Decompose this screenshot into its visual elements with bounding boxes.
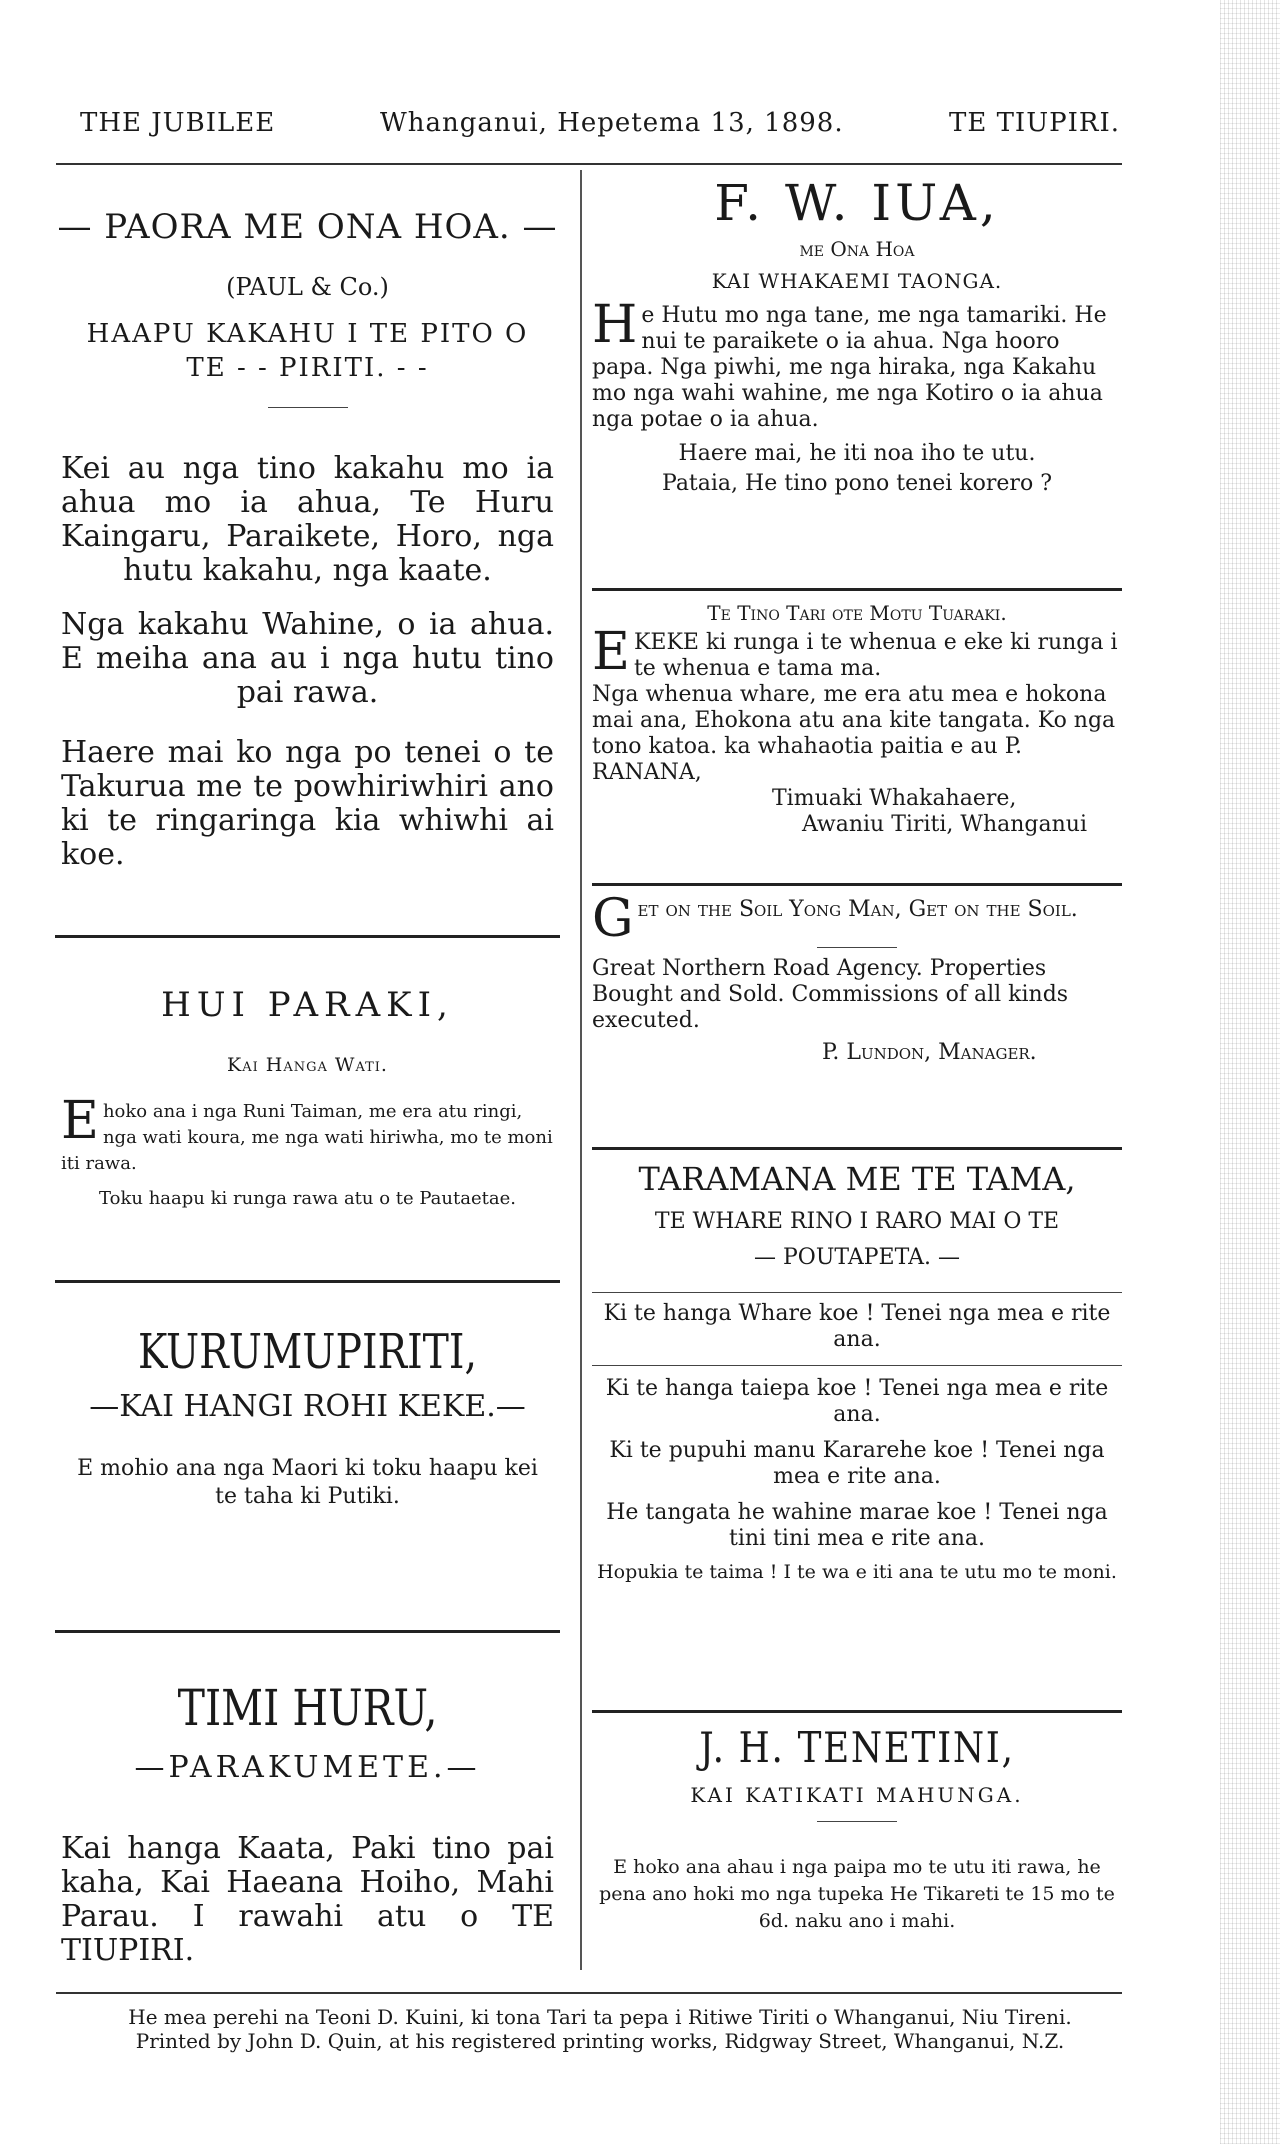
ad-timi-title: TIMI HURU,: [177, 1679, 438, 1737]
ad-tari-text-1: KEKE ki runga i te whenua e eke ki runga i te whenua e tama ma.: [633, 630, 1118, 681]
ad-tara-sub: TE WHARE RINO I RARO MAI O TE — POUTAPETA. —: [654, 1209, 1060, 1270]
ad-hui-text-2: Toku haapu ki runga rawa atu o te Pautaetae.: [99, 1188, 516, 1209]
ad-paora-text-1: Kei au nga tino kakahu mo ia ahua mo ia ahua, Te Huru Kaingaru, Paraikete, Horo, nga hutu kakahu, nga kaate.: [61, 451, 554, 588]
left-separator-3: [55, 1630, 560, 1633]
ad-soil-text-2: Great Northern Road Agency. Properties Bought and Sold. Commissions of all kinds executed.: [592, 956, 1069, 1033]
ad-tara-text-2: Ki te hanga taiepa koe ! Tenei nga mea e rite ana.: [605, 1376, 1109, 1427]
ad-iua-title: F. W. IUA,: [714, 174, 1000, 232]
ad-tari-heading: Te Tino Tari ote Motu Tuaraki.: [707, 601, 1007, 625]
ad-tara: [592, 1160, 1122, 1584]
ad-paora-divider: [268, 407, 348, 408]
ad-soil-heading: [592, 889, 1122, 949]
ad-kuru: [55, 1325, 560, 1511]
ad-iua-body: [592, 295, 1122, 433]
ad-tara-rule-1: [592, 1292, 1122, 1293]
ad-hui-subtitle: Kai Hanga Wati.: [227, 1054, 388, 1076]
ad-tara-text-4: He tangata he wahine marae koe ! Tenei nga tini tini mea e rite ana.: [606, 1500, 1108, 1551]
right-separator-2: [592, 883, 1122, 886]
ad-soil-divider: [817, 947, 897, 948]
ad-hui: [55, 985, 560, 1211]
ad-paora-text-3: Haere mai ko nga po tenei o te Takurua me te powhiriwhiri ano ki te ringaringa kia whiwhi ai koe.: [61, 735, 554, 872]
ad-iua: [592, 175, 1122, 497]
ad-iua-dropcap: H: [592, 295, 638, 355]
ad-paora: [55, 205, 560, 872]
ad-tara-text-3: Ki te pupuhi manu Kararehe koe ! Tenei nga mea e rite ana.: [609, 1438, 1105, 1489]
ad-tene-title: J. H. TENETINI,: [699, 1723, 1015, 1772]
ad-soil: [592, 889, 1122, 1066]
ad-tene-divider: [817, 1821, 897, 1822]
masthead-date: Whanganui, Hepetema 13, 1898.: [380, 108, 844, 138]
ad-iua-sub1: me Ona Hoa: [799, 237, 915, 261]
ad-iua-text-2: Haere mai, he iti noa iho te utu.: [678, 441, 1036, 466]
ad-iua-text-3: Pataia, He tino pono tenei korero ?: [662, 471, 1052, 496]
ad-paora-title: — PAORA ME ONA HOA. —: [57, 207, 558, 247]
ad-iua-text-1: e Hutu mo nga tane, me nga tamariki. He nui te paraikete o ia ahua. Nga hooro papa. Nga piwhi, me nga hiraka, nga Kakahu mo nga wahi wahine, me nga Kotiro o ia ahua nga potae o ia ahua.: [592, 303, 1107, 432]
ad-soil-text-1: et on the Soil Yong Man, Get on the Soil.: [637, 897, 1078, 922]
ad-paora-line: HAAPU KAKAHU I TE PITO O TE - - PIRITI. - -: [86, 319, 529, 383]
ad-iua-sub2: KAI WHAKAEMI TAONGA.: [711, 269, 1003, 293]
ad-kuru-text: E mohio ana nga Maori ki toku haapu kei te taha ki Putiki.: [77, 1456, 538, 1509]
ad-soil-dropcap: G: [592, 889, 634, 949]
ad-tari-sig1: Timuaki Whakahaere,: [772, 786, 1017, 811]
ad-soil-sig: P. Lundon, Manager.: [822, 1040, 1037, 1065]
masthead-left: THE JUBILEE: [80, 108, 276, 138]
ad-hui-text-1: hoko ana i nga Runi Taiman, me era atu ringi, nga wati koura, me nga wati hiriwha, mo te moni iti rawa.: [61, 1101, 553, 1174]
ad-kuru-title: KURUMUPIRITI,: [138, 1324, 477, 1380]
ad-tara-text-5: Hopukia te taima ! I te wa e iti ana te utu mo te moni.: [597, 1561, 1117, 1583]
ad-tari: [592, 600, 1122, 838]
ad-hui-body: [55, 1091, 560, 1177]
ad-paora-subtitle: (PAUL & Co.): [226, 273, 389, 301]
page-edge-speckle: [1220, 0, 1280, 2144]
masthead: [80, 108, 1120, 148]
ad-tene: [592, 1723, 1122, 1935]
ad-tari-dropcap: E: [592, 622, 630, 682]
ad-paora-text-2: Nga kakahu Wahine, o ia ahua. E meiha ana au i nga hutu tino pai rawa.: [61, 607, 554, 710]
ad-tara-text-1: Ki te hanga Whare koe ! Tenei nga mea e rite ana.: [603, 1301, 1111, 1352]
left-separator-1: [55, 935, 560, 938]
left-separator-2: [55, 1280, 560, 1283]
ad-timi: [55, 1680, 560, 1968]
ad-tari-sig2: Awaniu Tiriti, Whanganui: [802, 812, 1087, 837]
right-separator-1: [592, 588, 1122, 591]
ad-tari-body: [592, 622, 1122, 682]
right-separator-3: [592, 1147, 1122, 1150]
imprint: [60, 2005, 1140, 2053]
ad-tari-text-2: Nga whenua whare, me era atu mea e hokona mai ana, Ehokona atu ana kite tangata. Ko nga tono katoa. ka whahaotia paitia e au P. RANANA,: [592, 682, 1116, 785]
ad-hui-dropcap: E: [61, 1091, 99, 1151]
ad-tene-text: E hoko ana ahau i nga paipa mo te utu iti rawa, he pena ano hoki mo nga tupeka He Tikareti te 15 mo te 6d. naku ano i mahi.: [599, 1856, 1115, 1932]
ad-tara-title: TARAMANA ME TE TAMA,: [638, 1160, 1076, 1198]
header-rule: [56, 163, 1122, 165]
imprint-maori: He mea perehi na Teoni D. Kuini, ki tona Tari ta pepa i Ritiwe Tiriti o Whanganui, Niu Tireni.: [128, 2005, 1072, 2029]
ad-kuru-subtitle: —KAI HANGI ROHI KEKE.—: [89, 1389, 526, 1424]
footer-rule: [56, 1992, 1122, 1994]
ad-timi-text: Kai hanga Kaata, Paki tino pai kaha, Kai Haeana Hoiho, Mahi Parau. I rawahi atu o TE TIUPIRI.: [61, 1831, 554, 1968]
column-rule: [580, 170, 582, 1970]
ad-tara-rule-2: [592, 1365, 1122, 1366]
ad-hui-title: HUI PARAKI,: [161, 985, 454, 1025]
imprint-english: Printed by John D. Quin, at his registered printing works, Ridgway Street, Whanganui, N.Z.: [135, 2029, 1065, 2053]
ad-timi-subtitle: —PARAKUMETE.—: [134, 1750, 481, 1785]
ad-tene-sub: KAI KATIKATI MAHUNGA.: [690, 1783, 1024, 1807]
right-separator-4: [592, 1710, 1122, 1713]
masthead-right: TE TIUPIRI.: [949, 108, 1120, 138]
